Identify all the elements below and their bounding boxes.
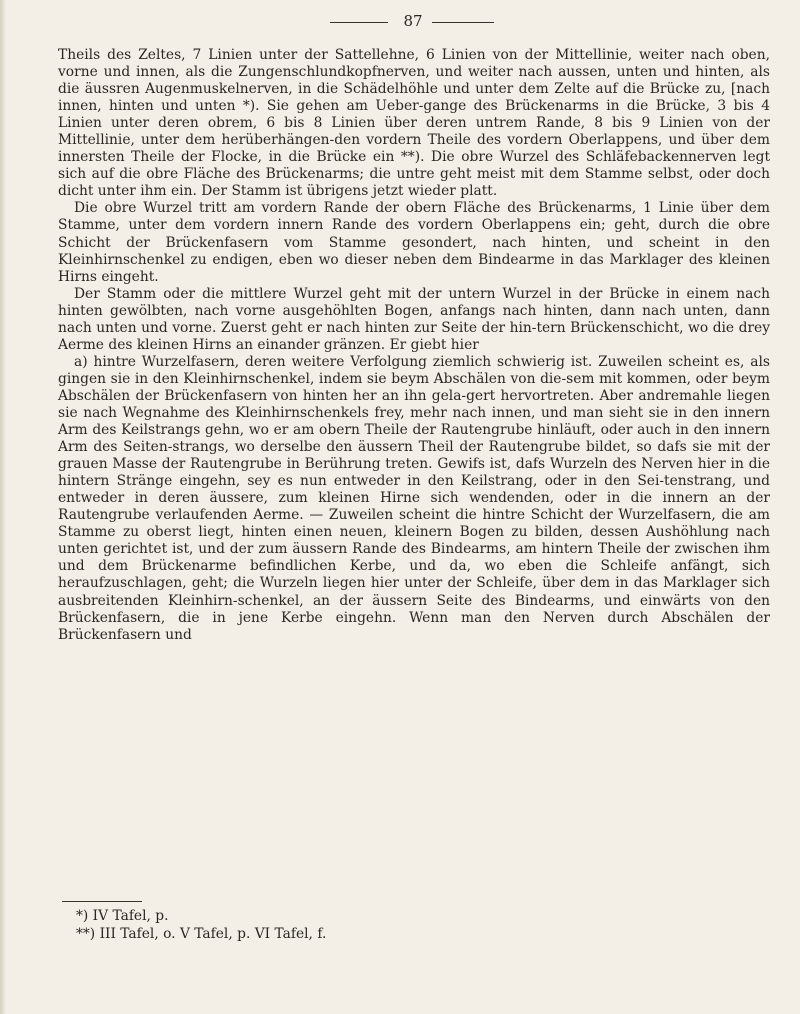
footnote-divider	[62, 901, 142, 902]
page-edge-shadow	[0, 0, 6, 1014]
page-header	[0, 8, 800, 38]
page-number: 87	[403, 12, 423, 30]
paragraph-2: Die obre Wurzel tritt am vordern Rande der obern Fläche des Brückenarms, 1 Linie über dem Stamme, unter dem vordern innern Rande des vordern Oberlappens ein; geht, durch die obre Schicht der Brückenfasern vom Stamme gesondert, nach hinten, und scheint in den Kleinhirnschenkel zu endigen, eben wo dieser neben dem Bindearme in das Marklager des kleinen Hirns eingeht.	[58, 200, 770, 285]
footnotes	[76, 907, 676, 943]
footnote-1: *) IV Tafel, p.	[76, 908, 169, 924]
paragraph-4: a) hintre Wurzelfasern, deren weitere Verfolgung ziemlich schwierig ist. Zuweilen scheint es, als gingen sie in den Kleinhirnschenkel, indem sie beym Abschälen von die-sem mit kommen, oder beym Abschälen der Brückenfasern von hinten her an ihn gela-gert hervortreten. Aber andremahle liegen sie nach Wegnahme des Kleinhirnschenkels frey, mehr nach innen, und man sieht sie in den innern Arm des Keilstrangs gehn, wo er am obern Theile der Rautengrube hinläuft, oder auch in den innern Arm des Seiten-strangs, wo derselbe den äussern Theil der Rautengrube bildet, so dafs sie mit der grauen Masse der Rautengrube in Berührung treten. Gewifs ist, dafs Wurzeln des Nerven hier in die hintern Stränge eingehn, sey es nun entweder in den Keilstrang, oder in den Sei-tenstrang, und entweder in deren äussere, zum kleinen Hirne sich wendenden, oder in die innern an der Rautengrube verlaufenden Aerme. — Zuweilen scheint die hintre Schicht der Wurzelfasern, die am Stamme zu oberst liegt, hinten einen neuen, kleinern Bogen zu bilden, dessen Aushöhlung nach unten gerichtet ist, und der zum äussern Rande des Bindearms, am hintern Theile der zwischen ihm und dem Brückenarme befindlichen Kerbe, und da, wo eben die Schleife anfängt, sich heraufzuschlagen, geht; die Wurzeln liegen hier unter der Schleife, über dem in das Marklager sich ausbreitenden Kleinhirn-schenkel, an der äussern Seite des Bindearms, und einwärts von den Brückenfasern, die in jene Kerbe eingehn. Wenn man den Nerven durch Abschälen der Brückenfasern und	[58, 353, 770, 643]
paragraph-1: Theils des Zeltes, 7 Linien unter der Sattellehne, 6 Linien von der Mittellinie, weiter nach oben, vorne und innen, als die Zungenschlundkopfnerven, und weiter nach aussen, unten und hinten, als die äussren Augenmuskelnerven, in die Schädelhöhle und unter dem Zelte auf die Brücke zu, [nach innen, hinten und unten *). Sie gehen am Ueber-gange des Brückenarms in die Brücke, 3 bis 4 Linien unter deren obrem, 6 bis 8 Linien über deren untrem Rande, 8 bis 9 Linien von der Mittellinie, unter dem herüberhängen-den vordern Theile des vordern Oberlappens, und über dem innersten Theile der Flocke, in die Brücke ein **). Die obre Wurzel des Schläfebackennerven legt sich auf die obre Fläche des Brückenarms; die untre geht meist mit dem Stamme selbst, oder doch dicht unter ihm ein. Der Stamm ist übrigens jetzt wieder platt.	[58, 47, 770, 200]
footnote-2: **) III Tafel, o. V Tafel, p. VI Tafel, f.	[76, 926, 327, 942]
header-rule-right	[432, 22, 494, 23]
body-text	[58, 47, 770, 644]
header-rule-left	[330, 22, 388, 23]
paragraph-3: Der Stamm oder die mittlere Wurzel geht mit der untern Wurzel in der Brücke in einem nach hinten gewölbten, nach vorne ausgehöhlten Bogen, anfangs nach hinten, dann nach unten, dann nach unten und vorne. Zuerst geht er nach hinten zur Seite der hin-tern Brückenschicht, wo die drey Aerme des kleinen Hirns an einander gränzen. Er giebt hier	[58, 285, 770, 353]
